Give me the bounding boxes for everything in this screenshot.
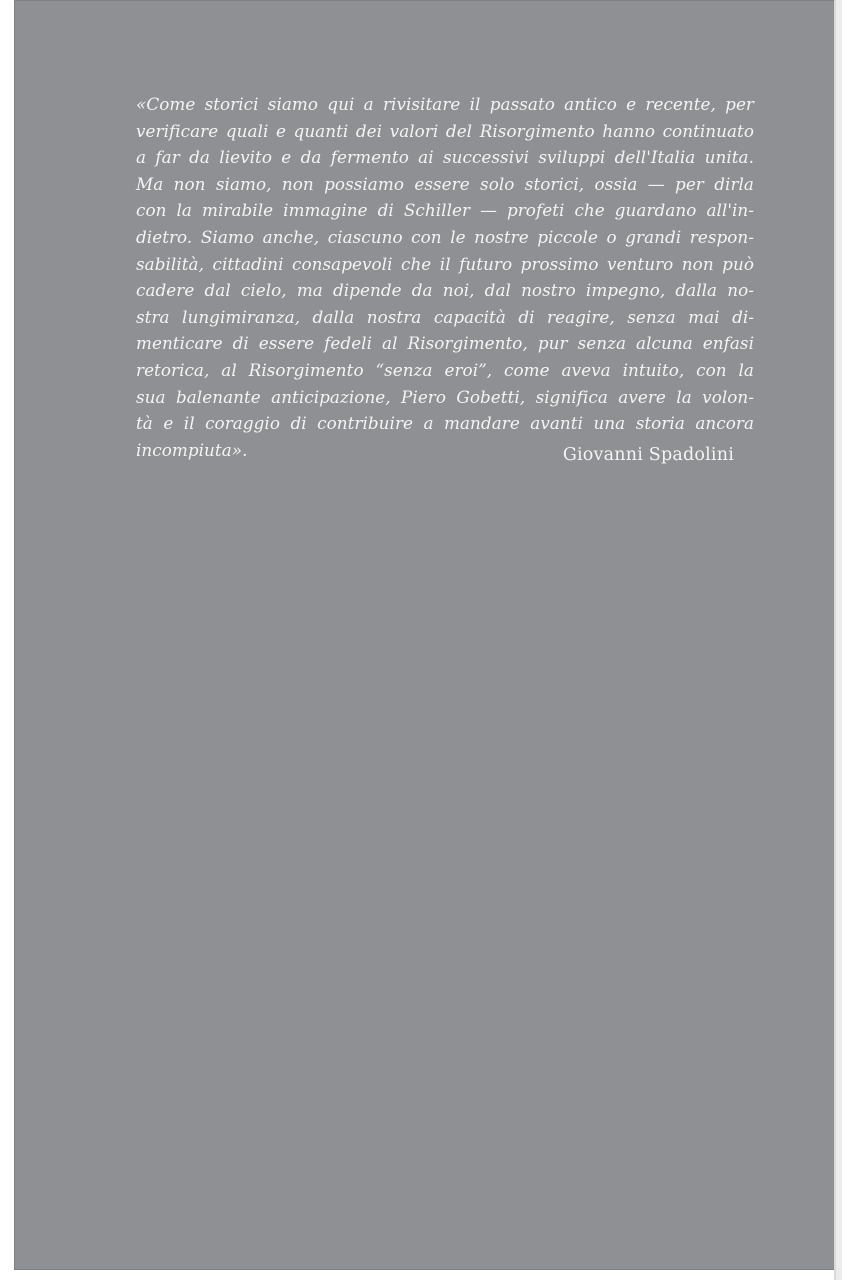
quote-author: Giovanni Spadolini <box>562 445 734 465</box>
quote-line: menticare di essere fedeli al Risorgimento, pur senza alcuna enfasi <box>136 333 754 354</box>
quote-line: «Come storici siamo qui a rivisitare il passato antico e recente, per <box>136 94 754 114</box>
quote-line: stra lungimiranza, dalla nostra capacità di reagire, senza mai di- <box>136 306 754 327</box>
quote-line: cadere dal cielo, ma dipende da noi, dal nostro impegno, dalla no- <box>136 280 754 301</box>
quote-text <box>136 91 754 463</box>
quote-line: retorica, al Risorgimento “senza eroi”, come aveva intuito, con la <box>136 359 754 380</box>
quote-line: Ma non siamo, non possiamo essere solo storici, ossia — per dirla <box>136 173 754 194</box>
quote-line: tà e il coraggio di contribuire a mandare avanti una storia ancora <box>136 413 754 434</box>
quote-line: dietro. Siamo anche, ciascuno con le nostre piccole o grandi respon- <box>136 226 754 247</box>
page-edge <box>834 0 842 1280</box>
quote-line: a far da lievito e da fermento ai successivi sviluppi dell'Italia unita. <box>136 147 754 168</box>
book-back-cover <box>14 0 836 1270</box>
quote-line: sua balenante anticipazione, Piero Gobetti, significa avere la volon- <box>136 386 754 407</box>
quote-line: sabilità, cittadini consapevoli che il futuro prossimo venturo non può <box>136 253 754 274</box>
quote-line: incompiuta». <box>136 439 248 460</box>
quote-line: verificare quali e quanti dei valori del Risorgimento hanno continuato <box>136 120 754 141</box>
quote-line: con la mirabile immagine di Schiller — profeti che guardano all'in- <box>136 200 754 221</box>
